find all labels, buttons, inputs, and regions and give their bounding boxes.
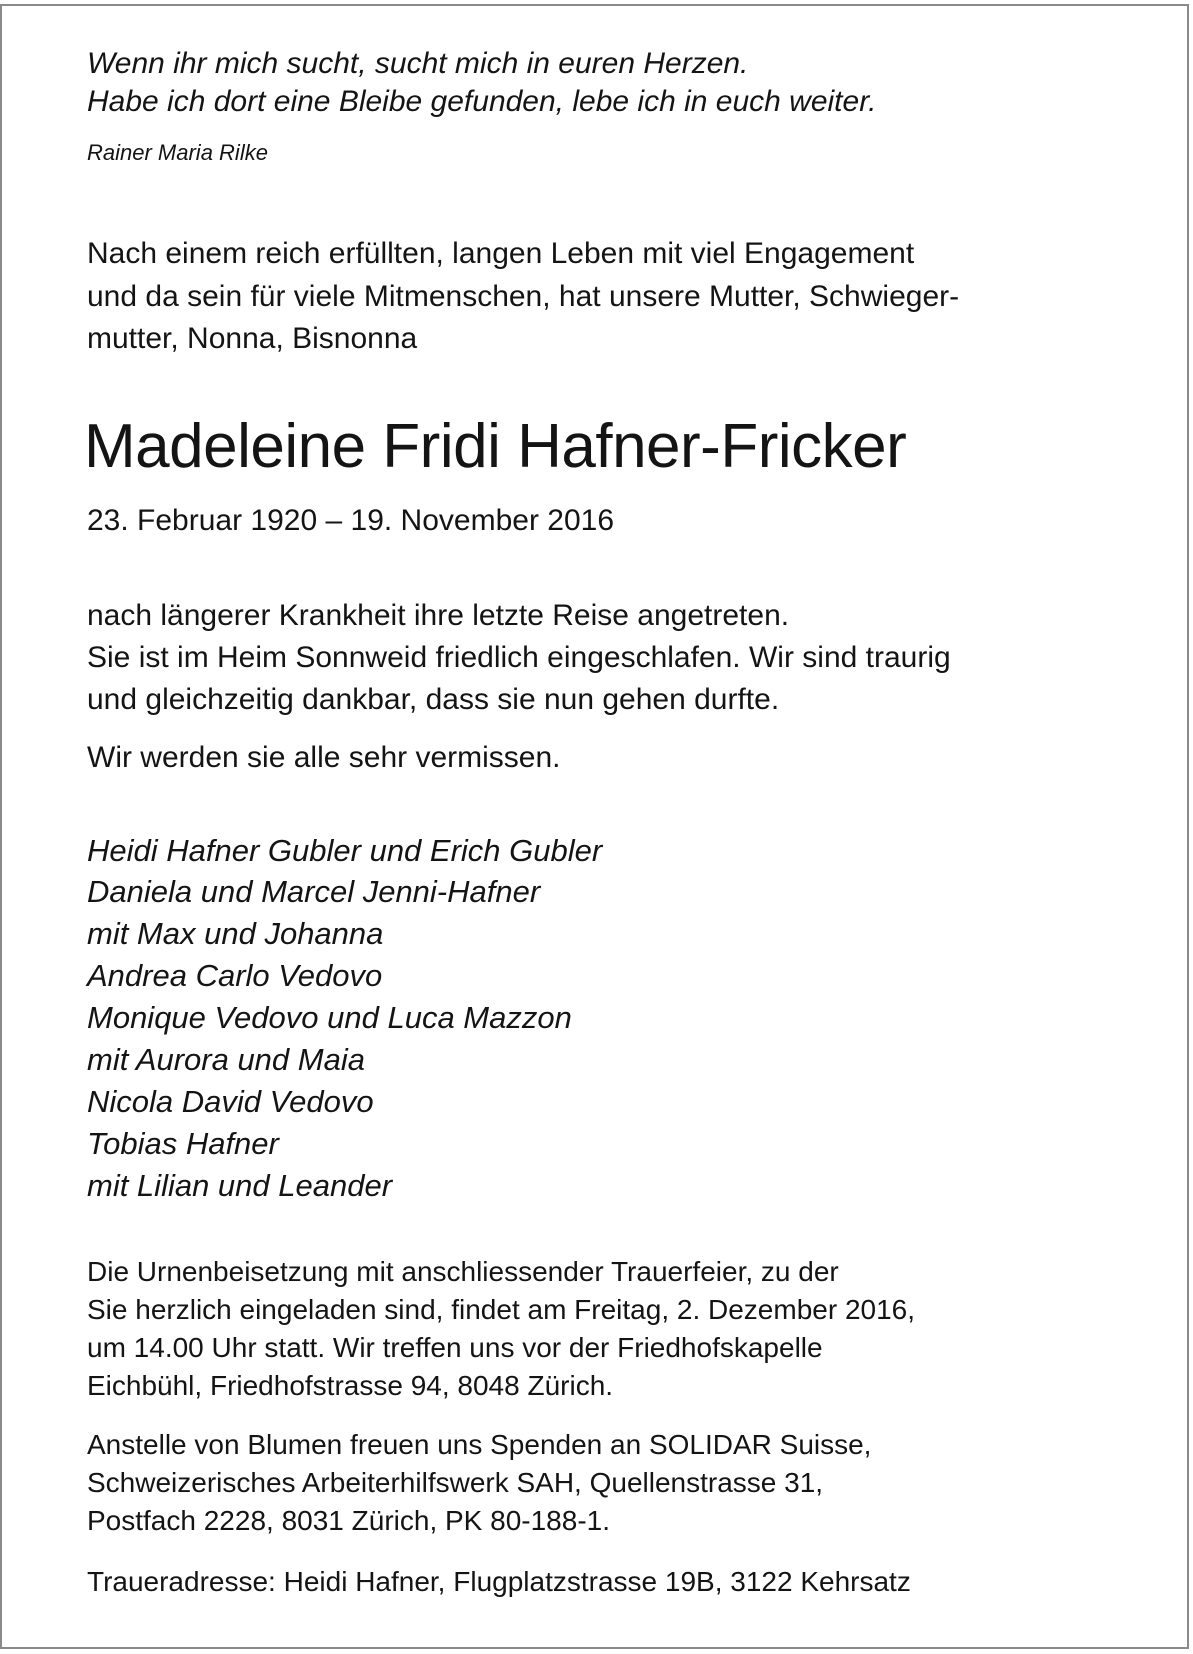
family-member: mit Lilian und Leander (87, 1168, 393, 1203)
family-member: Heidi Hafner Gubler und Erich Gubler (87, 833, 603, 868)
intro-line-1: Nach einem reich erfüllten, langen Leben mit viel Engagement (87, 237, 915, 270)
family-member: mit Max und Johanna (87, 916, 384, 951)
family-member: Andrea Carlo Vedovo (87, 958, 383, 993)
intro-line-3: mutter, Nonna, Bisnonna (87, 322, 418, 355)
family-member: Daniela und Marcel Jenni-Hafner (87, 874, 541, 909)
family-member: Nicola David Vedovo (87, 1084, 374, 1119)
message-closing: Wir werden sie alle sehr vermissen. (87, 741, 561, 774)
message-line-2: Sie ist im Heim Sonnweid friedlich eingeschlafen. Wir sind traurig (87, 641, 951, 674)
ceremony-line-3: um 14.00 Uhr statt. Wir treffen uns vor der Friedhofskapelle (87, 1332, 823, 1363)
family-member: mit Aurora und Maia (87, 1042, 365, 1077)
donations-line-2: Schweizerisches Arbeiterhilfswerk SAH, Quellenstrasse 31, (87, 1467, 824, 1498)
mourning-address: Traueradresse: Heidi Hafner, Flugplatzstrasse 19B, 3122 Kehrsatz (87, 1566, 911, 1597)
message-line-3: und gleichzeitig dankbar, dass sie nun gehen durfte. (87, 683, 780, 716)
life-dates: 23. Februar 1920 – 19. November 2016 (87, 504, 615, 537)
quote-author: Rainer Maria Rilke (87, 140, 268, 165)
ceremony-line-2: Sie herzlich eingeladen sind, findet am Freitag, 2. Dezember 2016, (87, 1294, 916, 1325)
family-member: Monique Vedovo und Luca Mazzon (87, 1000, 572, 1035)
ceremony-line-1: Die Urnenbeisetzung mit anschliessender Trauerfeier, zu der (87, 1256, 839, 1287)
quote-line-1: Wenn ihr mich sucht, sucht mich in euren Herzen. (87, 47, 749, 80)
ceremony-line-4: Eichbühl, Friedhofstrasse 94, 8048 Zürich. (87, 1370, 614, 1401)
donations-line-1: Anstelle von Blumen freuen uns Spenden an SOLIDAR Suisse, (87, 1429, 872, 1460)
message-line-1: nach längerer Krankheit ihre letzte Reise angetreten. (87, 599, 790, 632)
donations-line-3: Postfach 2228, 8031 Zürich, PK 80-188-1. (87, 1505, 610, 1536)
deceased-name: Madeleine Fridi Hafner-Fricker (84, 412, 907, 481)
quote-line-2: Habe ich dort eine Bleibe gefunden, lebe ich in euch weiter. (87, 85, 877, 118)
family-member: Tobias Hafner (87, 1126, 279, 1161)
intro-line-2: und da sein für viele Mitmenschen, hat unsere Mutter, Schwieger- (87, 280, 960, 313)
